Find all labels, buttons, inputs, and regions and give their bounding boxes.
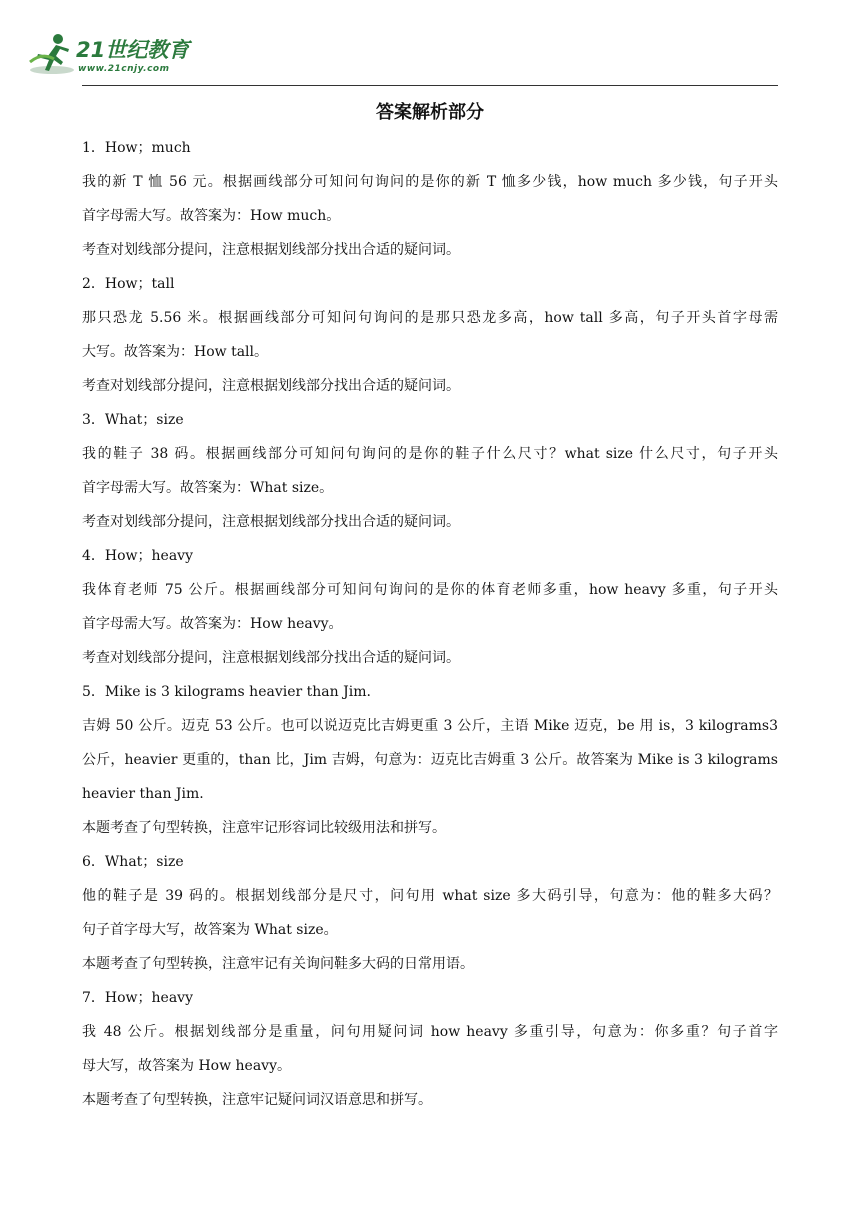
explanation-line: 母大写，故答案为 How heavy。: [82, 1058, 291, 1074]
analysis-line: 本题考查了句型转换，注意牢记形容词比较级用法和拼写。: [82, 820, 446, 836]
analysis-line: 本题考查了句型转换，注意牢记疑问词汉语意思和拼写。: [82, 1092, 432, 1108]
analysis-line: 考查对划线部分提问，注意根据划线部分找出合适的疑问词。: [82, 242, 460, 258]
explanation-line: 我体育老师 75 公斤。根据画线部分可知问句询问的是你的体育老师多重，how heavy 多重，句子开头: [82, 582, 778, 598]
explanation-line: 那只恐龙 5.56 米。根据画线部分可知问句询问的是那只恐龙多高，how tall 多高，句子开头首字母需: [82, 310, 778, 326]
explanation-line: heavier than Jim.: [82, 786, 204, 802]
explanation-line: 首字母需大写。故答案为：What size。: [82, 480, 334, 496]
explanation-line: 我 48 公斤。根据划线部分是重量，问句用疑问词 how heavy 多重引导，句意为：你多重？句子首字: [82, 1024, 778, 1040]
explanation-line: 我的新 T 恤 56 元。根据画线部分可知问句询问的是你的新 T 恤多少钱，how much 多少钱，句子开头: [82, 174, 778, 190]
analysis-line: 本题考查了句型转换，注意牢记有关询问鞋多大码的日常用语。: [82, 956, 474, 972]
question-heading: 2．How；tall: [82, 276, 175, 292]
explanation-line: 句子首字母大写，故答案为 What size。: [82, 922, 338, 938]
explanation-line: 首字母需大写。故答案为：How heavy。: [82, 616, 343, 632]
explanation-line: 吉姆 50 公斤。迈克 53 公斤。也可以说迈克比吉姆更重 3 公斤，主语 Mike 迈克，be 用 is，3 kilograms3: [82, 718, 778, 734]
logo-text: 21世纪教育: [76, 38, 190, 62]
analysis-line: 考查对划线部分提问，注意根据划线部分找出合适的疑问词。: [82, 650, 460, 666]
question-heading: 6．What；size: [82, 854, 184, 870]
explanation-line: 他的鞋子是 39 码的。根据划线部分是尺寸，问句用 what size 多大码引导，句意为：他的鞋多大码？: [82, 888, 778, 904]
logo-url: www.21cnjy.com: [78, 64, 170, 74]
explanation-line: 我的鞋子 38 码。根据画线部分可知问句询问的是你的鞋子什么尺寸？what size 什么尺寸，句子开头: [82, 446, 778, 462]
analysis-line: 考查对划线部分提问，注意根据划线部分找出合适的疑问词。: [82, 378, 460, 394]
page-title: 答案解析部分: [376, 102, 484, 123]
question-heading: 5．Mike is 3 kilograms heavier than Jim.: [82, 684, 371, 700]
question-heading: 1．How；much: [82, 140, 191, 156]
explanation-line: 首字母需大写。故答案为：How much。: [82, 208, 341, 224]
analysis-line: 考查对划线部分提问，注意根据划线部分找出合适的疑问词。: [82, 514, 460, 530]
question-heading: 7．How；heavy: [82, 990, 193, 1006]
explanation-line: 公斤，heavier 更重的，than 比，Jim 吉姆，句意为：迈克比吉姆重 3 公斤。故答案为 Mike is 3 kilograms: [82, 752, 778, 768]
answer-content: [82, 131, 778, 1117]
question-heading: 4．How；heavy: [82, 548, 193, 564]
site-logo: [28, 32, 208, 76]
page-header: [0, 0, 860, 86]
question-heading: 3．What；size: [82, 412, 184, 428]
header-divider: [82, 85, 778, 86]
runner-logo-icon: [28, 32, 74, 76]
explanation-line: 大写。故答案为：How tall。: [82, 344, 268, 360]
